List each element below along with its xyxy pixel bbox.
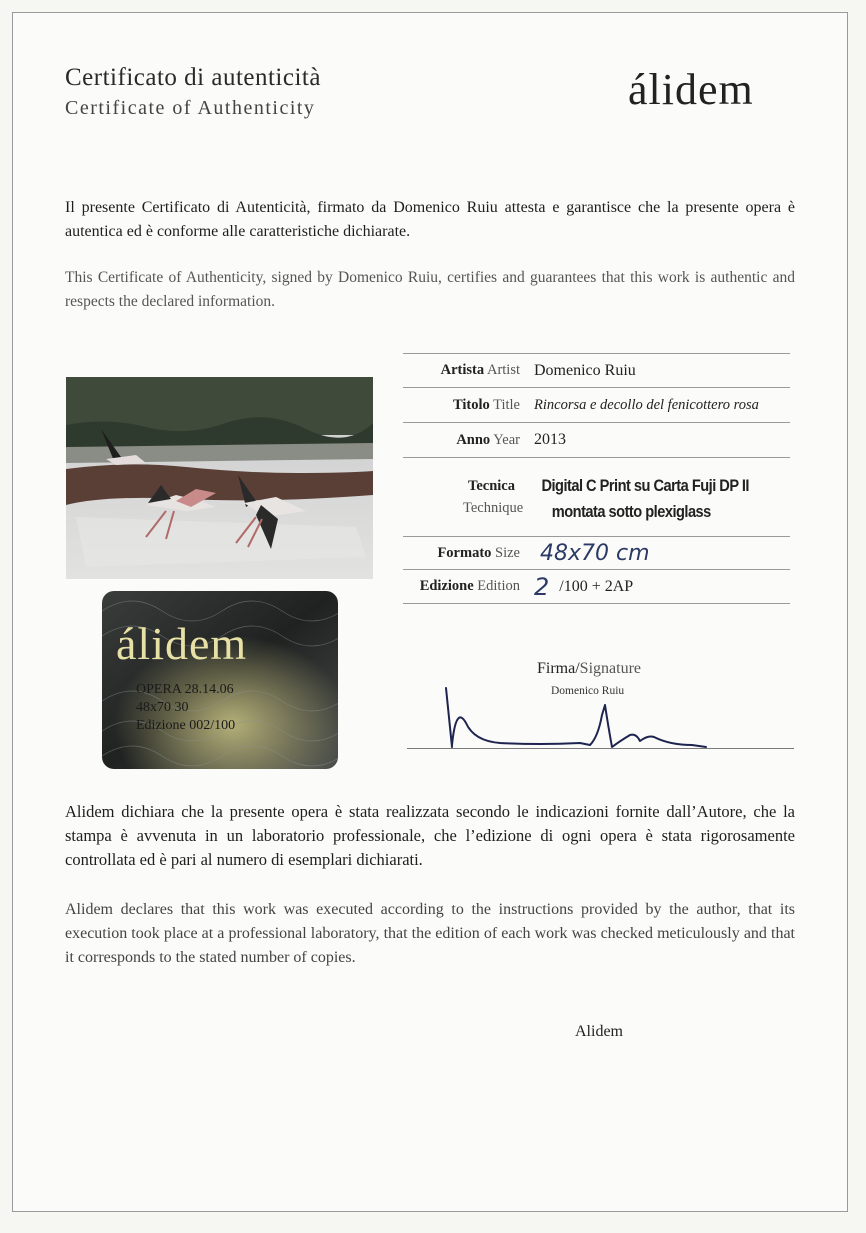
technique-value-line1: Digital C Print su Carta Fuji DP II	[541, 476, 749, 495]
title-label-it: Titolo	[452, 396, 490, 413]
edition-label-it: Edizione	[419, 578, 474, 594]
edition-number: 2	[534, 572, 550, 601]
title-italian: Certificato di autenticità	[65, 64, 321, 91]
footer-company: Alidem	[575, 1023, 623, 1040]
row-title	[403, 387, 790, 422]
hologram-line-opera: OPERA 28.14.06	[136, 682, 234, 697]
signature-printed-name: Domenico Ruiu	[551, 685, 625, 697]
artwork-photo	[66, 377, 373, 579]
row-size	[403, 536, 790, 569]
declaration-english: Alidem declares that this work was executed according to the instructions provided by the author, that its execution took place at a professional laboratory, that the edition of each work was checked meticulously and that it corresponds to the stated number of copies.	[65, 901, 795, 966]
title-label-en: Title	[493, 396, 520, 413]
row-technique	[403, 457, 790, 536]
row-year	[403, 422, 790, 457]
details-table	[403, 353, 790, 604]
artist-label-en: Artist	[486, 362, 520, 378]
hologram-sticker	[102, 591, 338, 769]
intro-english: This Certificate of Authenticity, signed by Domenico Ruiu, certifies and guarantees that this work is authentic and respects the declared information.	[65, 269, 795, 310]
edition-label-en: Edition	[477, 578, 520, 594]
signature-label-it: Firma/	[537, 660, 580, 677]
title-english: Certificate of Authenticity	[65, 97, 316, 119]
signature-label-en: Signature	[579, 660, 641, 677]
signature-label	[537, 660, 641, 678]
row-artist	[403, 353, 790, 387]
hologram-brand: álidem	[116, 618, 248, 669]
hologram-line-size: 48x70 30	[136, 700, 189, 715]
hologram-line-edition: Edizione 002/100	[136, 718, 236, 733]
edition-value: /100 + 2AP	[559, 577, 634, 595]
year-label-it: Anno	[456, 431, 491, 448]
declaration-italian: Alidem dichiara che la presente opera è stata realizzata secondo le indicazioni fornite dall’Autore, che la stampa è avvenuta in un laboratorio professionale, che l’edizione di ogni opera è stata rigorosamente controllata ed è pari al numero di esemplari dichiarati.	[65, 802, 795, 869]
artist-value: Domenico Ruiu	[534, 361, 636, 379]
year-value: 2013	[534, 431, 566, 448]
artist-label-it: Artista	[440, 362, 485, 378]
technique-label-it: Tecnica	[468, 478, 515, 494]
signature-line	[407, 748, 794, 749]
size-label-en: Size	[495, 544, 520, 561]
intro-italian: Il presente Certificato di Autenticità, firmato da Domenico Ruiu attesta e garantisce che la presente opera è autentica ed è conforme alle caratteristiche dichiarate.	[65, 199, 795, 240]
year-label-en: Year	[493, 431, 520, 448]
technique-value-line2: montata sotto plexiglass	[551, 502, 711, 521]
size-label-it: Formato	[437, 544, 492, 561]
title-value: Rincorsa e decollo del fenicottero rosa	[534, 396, 759, 413]
row-edition	[403, 569, 790, 604]
technique-label-en: Technique	[463, 500, 524, 516]
size-value: 48x70 cm	[540, 540, 650, 566]
brand-logo: álidem	[628, 65, 754, 114]
